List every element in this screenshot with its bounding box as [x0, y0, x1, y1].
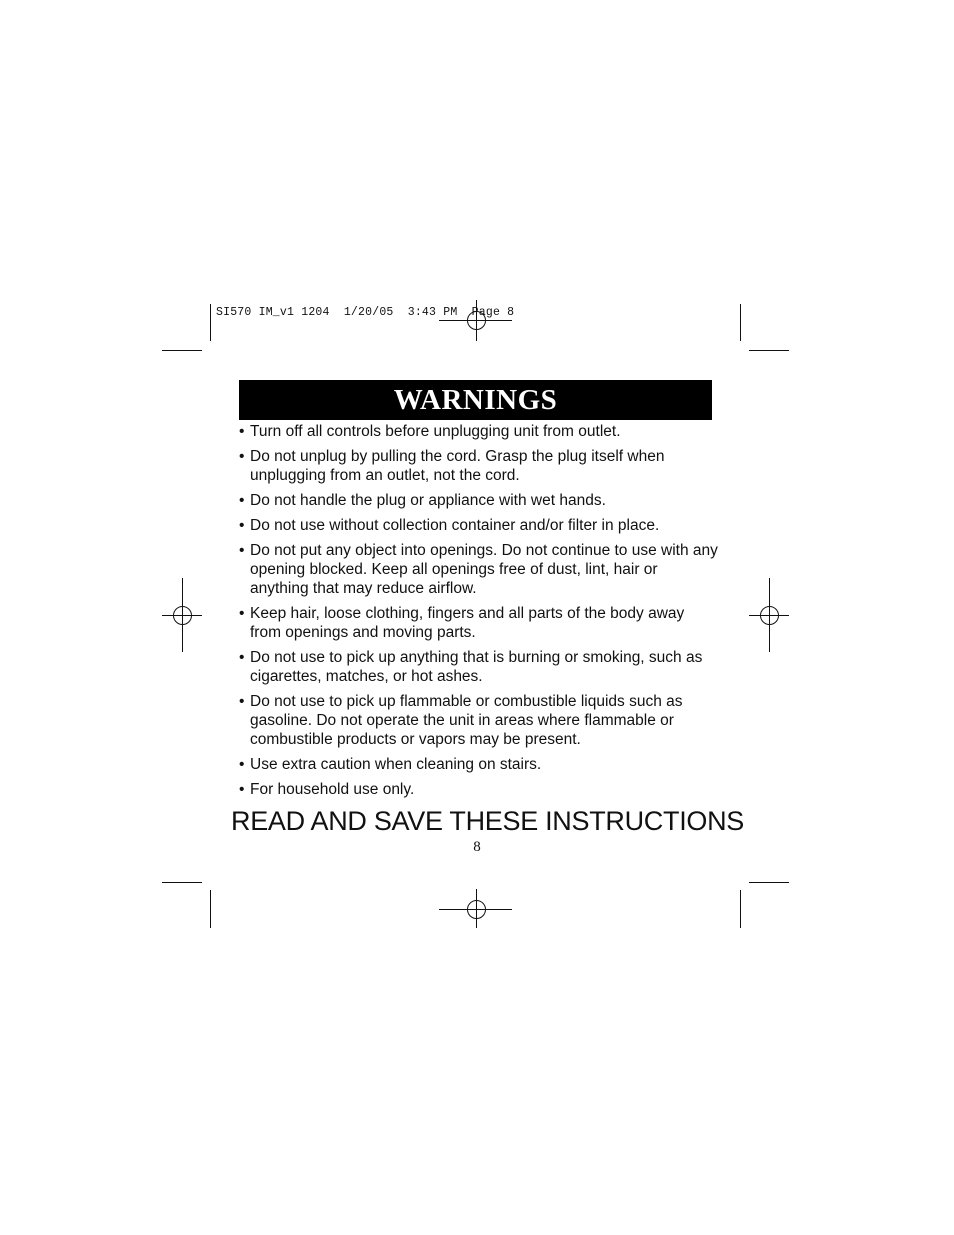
warning-item	[239, 422, 719, 441]
warning-text: Do not use to pick up anything that is burning or smoking, such as cigarettes, matches, or hot ashes.	[250, 649, 703, 685]
print-slug-line: SI570 IM_v1 1204 1/20/05 3:43 PM Page 8	[216, 306, 515, 319]
warning-text: For household use only.	[250, 781, 415, 798]
warning-text: Do not handle the plug or appliance with wet hands.	[250, 492, 606, 509]
registration-mark-bottom	[439, 889, 512, 928]
bullet-icon: •	[239, 605, 245, 622]
closing-heading: READ AND SAVE THESE INSTRUCTIONS	[231, 806, 744, 836]
registration-mark-left	[162, 578, 202, 652]
warning-text: Keep hair, loose clothing, fingers and all parts of the body away from openings and moving parts.	[250, 605, 685, 641]
warning-item	[239, 755, 719, 774]
warning-item	[239, 648, 719, 686]
warning-item	[239, 692, 719, 749]
bullet-icon: •	[239, 693, 245, 710]
warning-list	[239, 422, 719, 805]
warning-text: Do not unplug by pulling the cord. Grasp the plug itself when unplugging from an outlet, not the cord.	[250, 448, 665, 484]
bullet-icon: •	[239, 423, 245, 440]
warning-text: Do not use to pick up flammable or combustible liquids such as gasoline. Do not operate the unit in areas where flammable or combustible products or vapors may be present.	[250, 693, 683, 748]
page-number: 8	[473, 839, 481, 855]
warning-item	[239, 516, 719, 535]
warning-text: Do not use without collection container and/or filter in place.	[250, 517, 660, 534]
warning-item	[239, 604, 719, 642]
warning-text: Do not put any object into openings. Do not continue to use with any opening blocked. Keep all openings free of dust, lint, hair or anything that may reduce airflow.	[250, 542, 718, 597]
warnings-title: WARNINGS	[393, 383, 558, 416]
bullet-icon: •	[239, 448, 245, 465]
bullet-icon: •	[239, 649, 245, 666]
warning-text: Turn off all controls before unplugging unit from outlet.	[250, 423, 621, 440]
bullet-icon: •	[239, 517, 245, 534]
bullet-icon: •	[239, 492, 245, 509]
warning-item	[239, 491, 719, 510]
registration-mark-right	[749, 578, 789, 652]
bullet-icon: •	[239, 756, 245, 773]
bullet-icon: •	[239, 781, 245, 798]
bullet-icon: •	[239, 542, 245, 559]
warning-item	[239, 541, 719, 598]
warning-item	[239, 780, 719, 799]
warning-item	[239, 447, 719, 485]
warning-text: Use extra caution when cleaning on stairs.	[250, 756, 542, 773]
warnings-banner	[239, 380, 712, 420]
